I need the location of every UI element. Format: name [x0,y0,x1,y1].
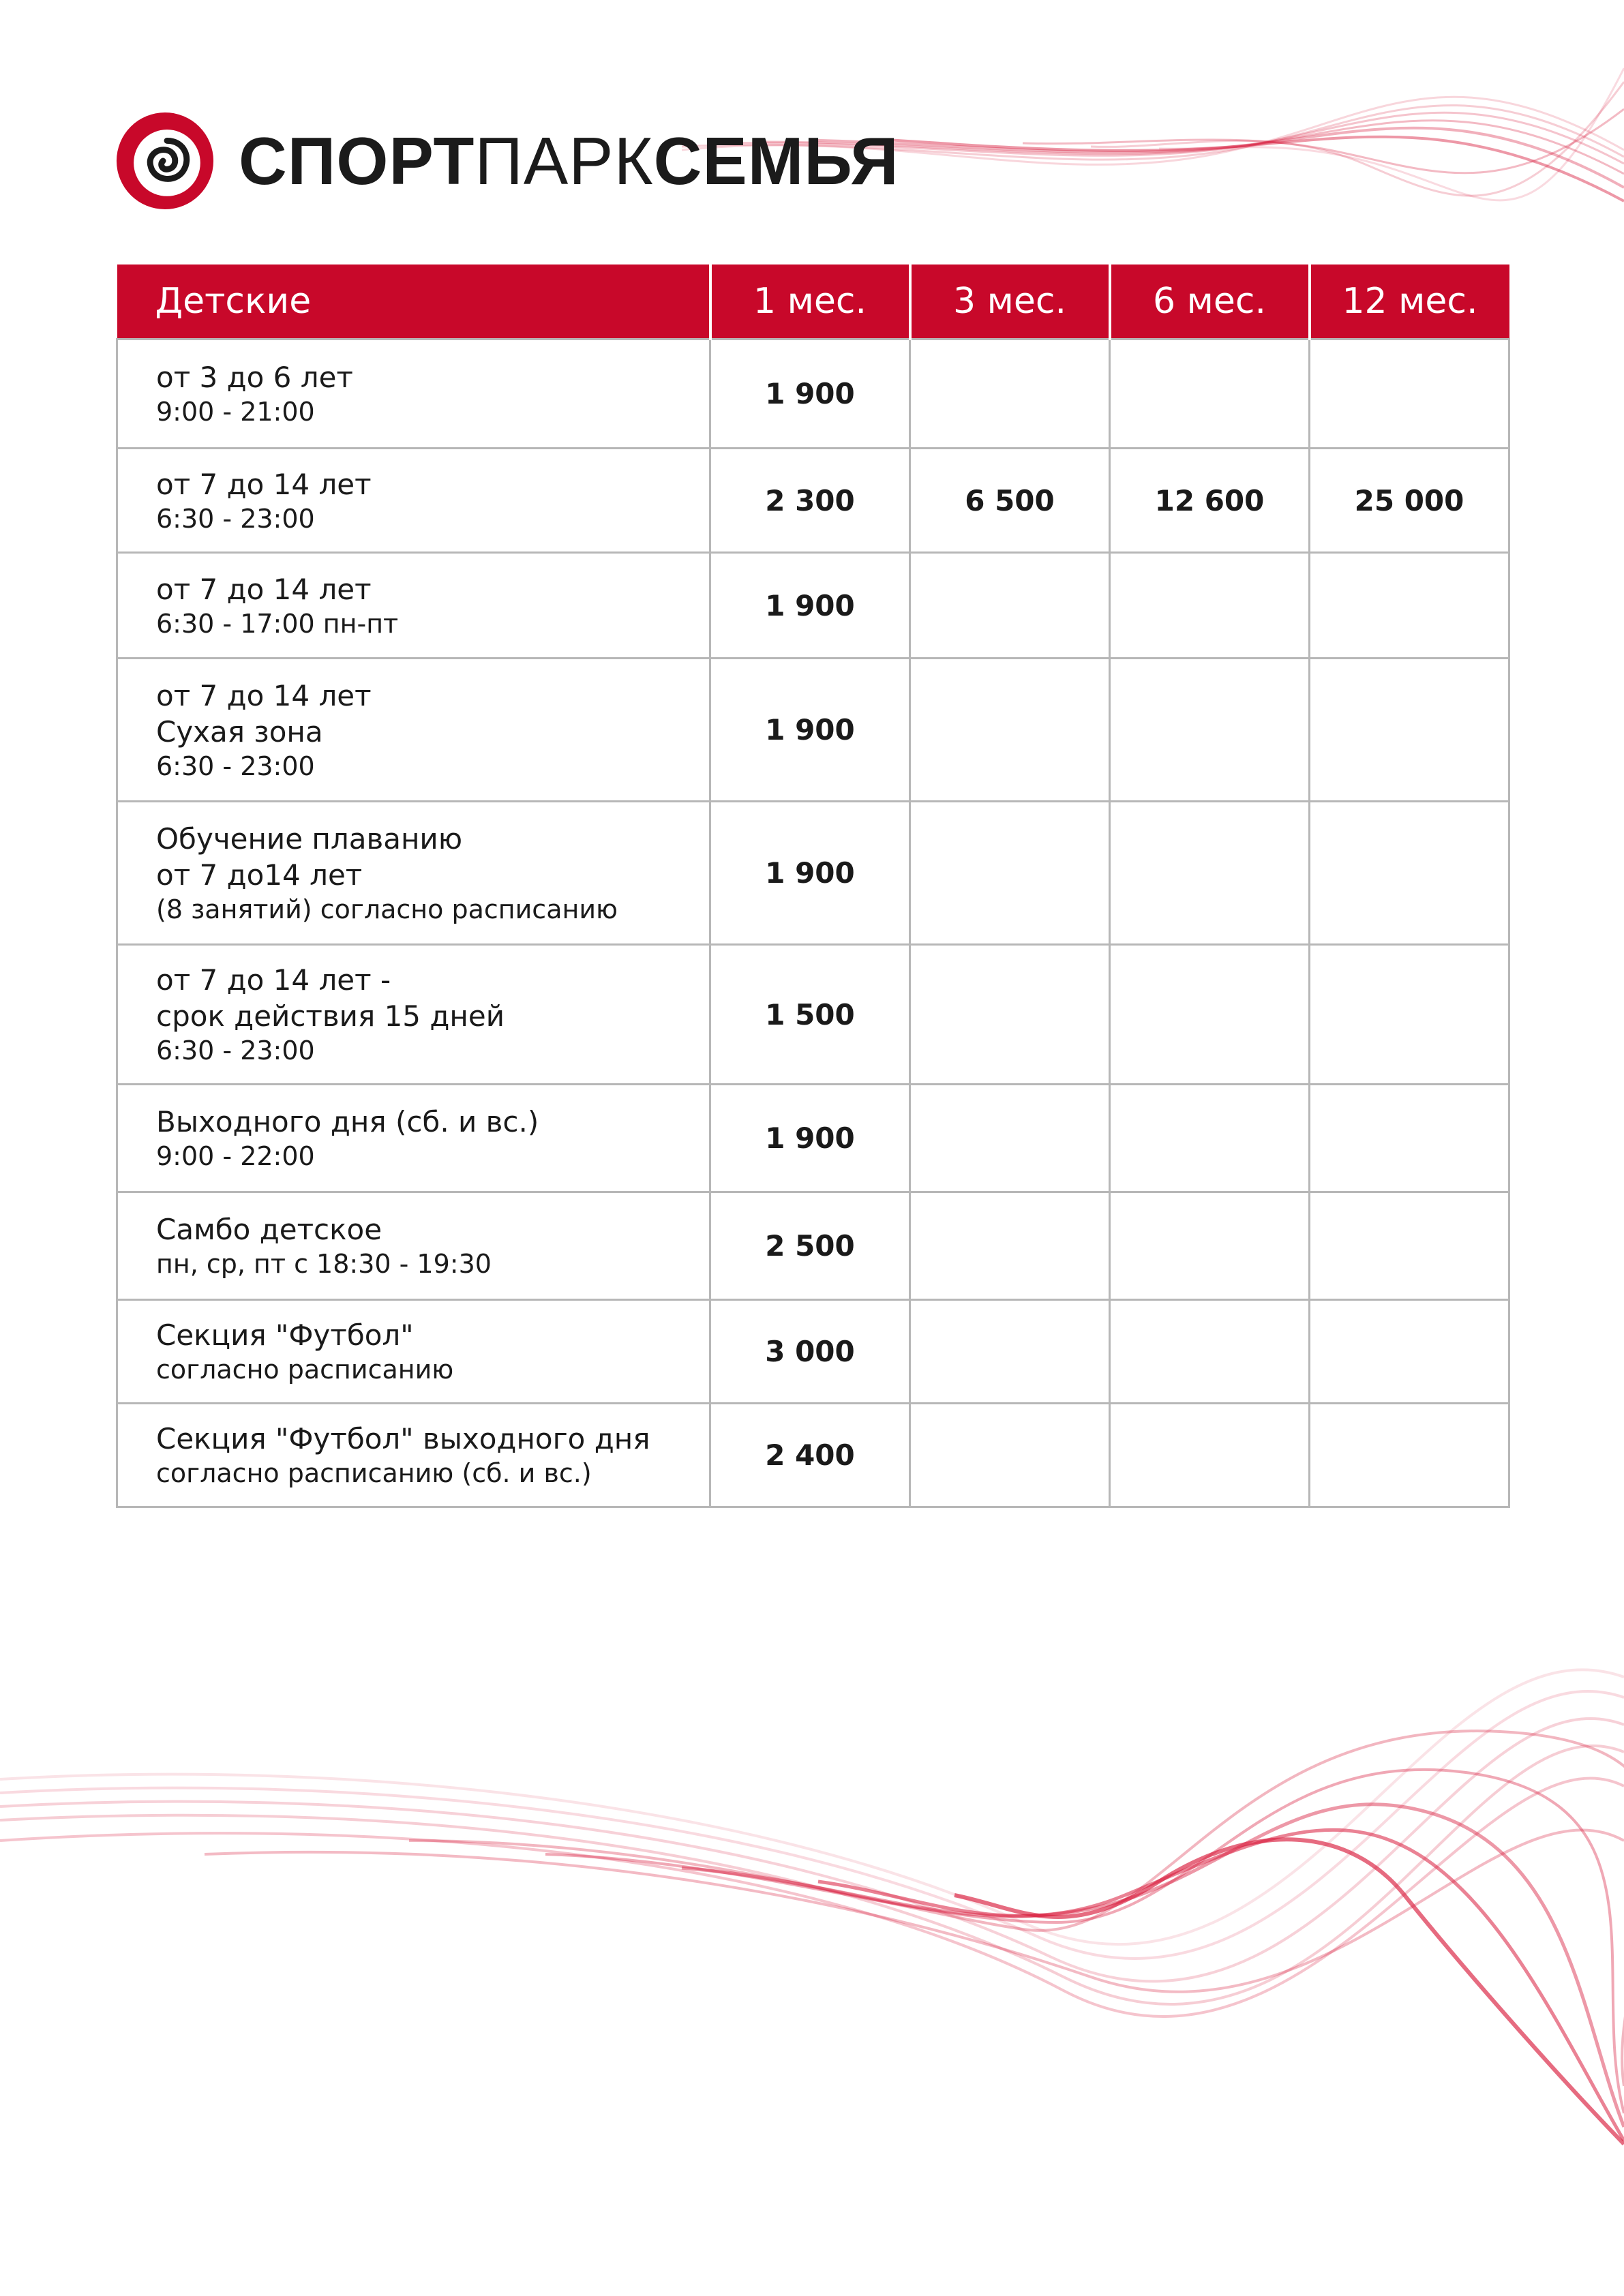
table-header-row [117,265,1509,339]
brand-name-part-park: ПАРК [475,123,654,198]
row-title: Обучение плаванию [156,821,463,856]
brand-name [239,123,899,198]
price-6-months: 12 600 [1110,449,1310,553]
price-6-months [1110,553,1310,659]
price-12-months [1310,339,1509,449]
price-1-month: 2 500 [710,1192,910,1300]
price-1-month: 3 000 [710,1300,910,1404]
row-name [117,339,710,449]
price-3-months [910,339,1110,449]
row-title: от 7 до 14 лет [156,678,372,712]
price-12-months [1310,659,1509,802]
price-1-month: 1 900 [710,659,910,802]
brand-name-part-semya: СЕМЬЯ [653,123,899,198]
row-name [117,1404,710,1507]
table-row [117,1300,1509,1404]
price-6-months [1110,659,1310,802]
decorative-wave-bottom [0,1636,1624,2154]
row-title: Самбо детское [156,1213,382,1246]
row-note: (8 занятий) согласно расписанию [156,894,618,924]
row-title: Секция "Футбол" [156,1318,414,1352]
row-title-line-2: срок действия 15 дней [156,999,505,1033]
table-row [117,945,1509,1085]
row-note: согласно расписанию [156,1355,454,1385]
row-note: 6:30 - 23:00 [156,1036,315,1066]
price-12-months [1310,1300,1509,1404]
header-3-months: 3 мес. [910,265,1110,339]
spiral-rose-icon [115,110,215,211]
row-name [117,1300,710,1404]
row-title: от 3 до 6 лет [156,361,353,394]
row-title: от 7 до 14 лет [156,467,372,501]
price-3-months [910,659,1110,802]
header-12-months: 12 мес. [1310,265,1509,339]
price-3-months [910,553,1110,659]
row-title: от 7 до 14 лет [156,572,372,606]
table-row [117,449,1509,553]
price-3-months [910,1300,1110,1404]
row-title-line-2: Сухая зона [156,714,323,749]
table-row [117,659,1509,802]
brand-logo [115,113,899,209]
row-note: 6:30 - 17:00 пн-пт [156,608,399,639]
row-note: 6:30 - 23:00 [156,503,315,534]
price-3-months [910,802,1110,945]
price-1-month: 1 900 [710,802,910,945]
row-name [117,945,710,1085]
row-name [117,802,710,945]
row-name [117,1192,710,1300]
table-row [117,1192,1509,1300]
row-note: 6:30 - 23:00 [156,751,315,781]
table-row [117,1085,1509,1192]
brand-name-part-sport: СПОРТ [239,123,475,198]
price-12-months [1310,1192,1509,1300]
row-note: согласно расписанию (сб. и вс.) [156,1458,592,1488]
row-name [117,1085,710,1192]
price-6-months [1110,945,1310,1085]
header-1-month: 1 мес. [710,265,910,339]
row-note: 9:00 - 22:00 [156,1141,315,1171]
price-1-month: 1 900 [710,339,910,449]
price-6-months [1110,802,1310,945]
price-12-months [1310,1404,1509,1507]
price-1-month: 1 500 [710,945,910,1085]
price-6-months [1110,1085,1310,1192]
price-3-months [910,1192,1110,1300]
price-6-months [1110,1404,1310,1507]
price-1-month: 1 900 [710,1085,910,1192]
row-title: Выходного дня (сб. и вс.) [156,1105,539,1138]
table-row [117,1404,1509,1507]
price-12-months [1310,945,1509,1085]
price-6-months [1110,1300,1310,1404]
row-name [117,553,710,659]
header-6-months: 6 мес. [1110,265,1310,339]
header-category: Детские [117,265,710,339]
row-note: 9:00 - 21:00 [156,397,315,427]
row-note: пн, ср, пт с 18:30 - 19:30 [156,1249,492,1279]
price-1-month: 2 400 [710,1404,910,1507]
price-3-months: 6 500 [910,449,1110,553]
price-6-months [1110,339,1310,449]
price-12-months [1310,802,1509,945]
row-title: от 7 до 14 лет - [156,963,391,997]
row-name [117,449,710,553]
price-12-months: 25 000 [1310,449,1509,553]
price-6-months [1110,1192,1310,1300]
table-row [117,553,1509,659]
price-3-months [910,1404,1110,1507]
table-row [117,802,1509,945]
price-table [116,265,1510,1508]
price-12-months [1310,1085,1509,1192]
row-name [117,659,710,802]
row-title-line-2: от 7 до14 лет [156,858,363,892]
price-1-month: 1 900 [710,553,910,659]
price-3-months [910,1085,1110,1192]
price-1-month: 2 300 [710,449,910,553]
price-12-months [1310,553,1509,659]
row-title: Секция "Футбол" выходного дня [156,1422,650,1455]
price-3-months [910,945,1110,1085]
table-row [117,339,1509,449]
